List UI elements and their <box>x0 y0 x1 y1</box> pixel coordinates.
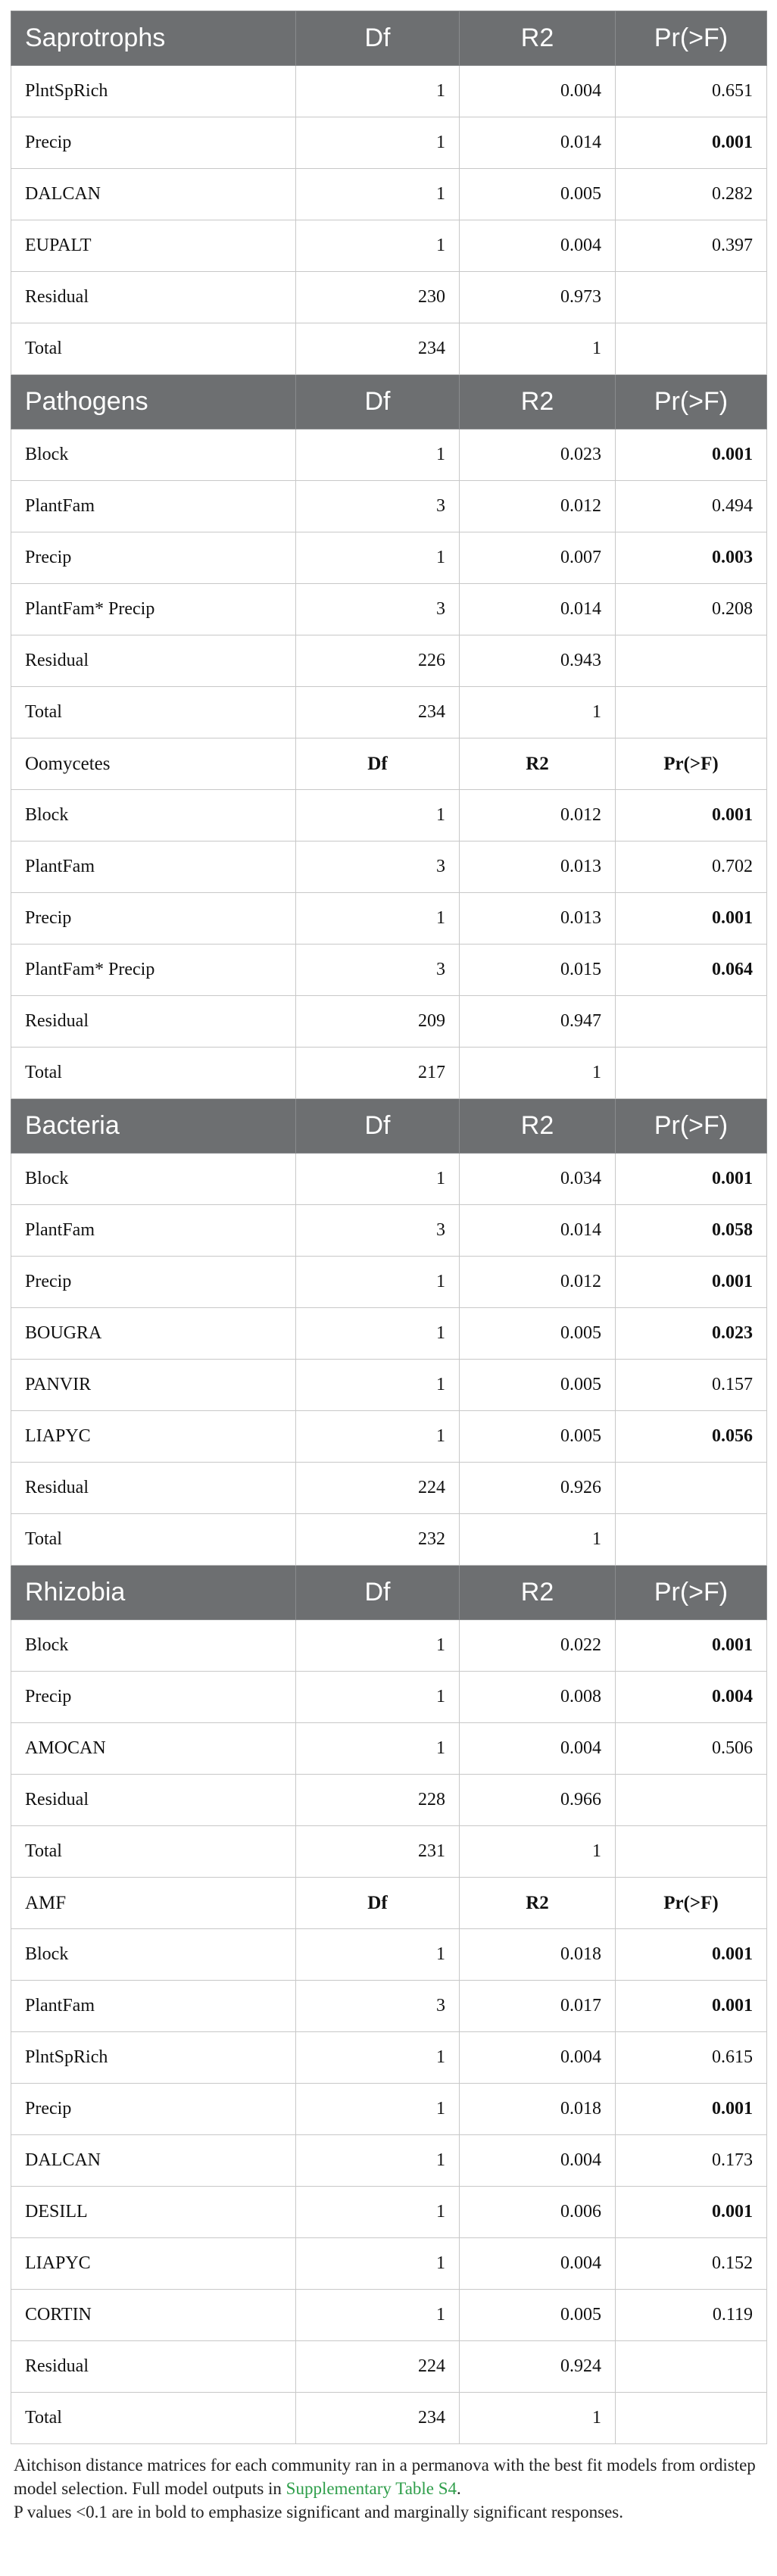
df-cell: 1 <box>296 117 460 169</box>
table-row <box>11 687 767 738</box>
term-cell: Total <box>11 2393 296 2444</box>
r2-cell: 0.034 <box>460 1154 616 1205</box>
term-cell: Block <box>11 1154 296 1205</box>
term-cell: LIAPYC <box>11 1411 296 1463</box>
table-body <box>11 11 767 2444</box>
column-header: Pr(>F) <box>616 1566 767 1620</box>
r2-cell: 0.013 <box>460 841 616 893</box>
term-cell: PlantFam <box>11 841 296 893</box>
table-row <box>11 1514 767 1566</box>
df-cell: 224 <box>296 1463 460 1514</box>
df-cell: 234 <box>296 2393 460 2444</box>
pvalue-cell: 0.023 <box>616 1308 767 1360</box>
pvalue-cell <box>616 272 767 323</box>
term-cell: Residual <box>11 2341 296 2393</box>
table-row <box>11 2187 767 2238</box>
term-cell: Block <box>11 790 296 841</box>
r2-cell: 0.014 <box>460 584 616 635</box>
term-cell: Residual <box>11 272 296 323</box>
table-row <box>11 1929 767 1981</box>
column-header: Df <box>296 1099 460 1154</box>
table-footnote <box>11 2453 766 2524</box>
column-header: R2 <box>460 1878 616 1929</box>
df-cell: 1 <box>296 2290 460 2341</box>
df-cell: 1 <box>296 1620 460 1672</box>
table-row <box>11 1826 767 1878</box>
r2-cell: 0.005 <box>460 1411 616 1463</box>
table-row <box>11 1723 767 1775</box>
column-header: Df <box>296 1878 460 1929</box>
permanova-results-table <box>11 11 767 2444</box>
df-cell: 3 <box>296 945 460 996</box>
term-cell: Precip <box>11 532 296 584</box>
table-row <box>11 790 767 841</box>
pvalue-cell: 0.152 <box>616 2238 767 2290</box>
term-cell: DALCAN <box>11 169 296 220</box>
pvalue-cell: 0.001 <box>616 2187 767 2238</box>
section-title: Bacteria <box>11 1099 296 1154</box>
table-row <box>11 1048 767 1099</box>
table-row <box>11 532 767 584</box>
supplementary-table-link[interactable]: Supplementary Table S4 <box>286 2479 457 2498</box>
r2-cell: 0.008 <box>460 1672 616 1723</box>
term-cell: Block <box>11 429 296 481</box>
pvalue-cell: 0.001 <box>616 1154 767 1205</box>
footnote-pvalue-note: P values <0.1 are in bold to emphasize significant and marginally significant responses. <box>14 2503 624 2521</box>
table-row <box>11 841 767 893</box>
term-cell: Residual <box>11 1775 296 1826</box>
section-header-row <box>11 1099 767 1154</box>
r2-cell: 0.023 <box>460 429 616 481</box>
pvalue-cell: 0.282 <box>616 169 767 220</box>
df-cell: 3 <box>296 481 460 532</box>
r2-cell: 0.924 <box>460 2341 616 2393</box>
r2-cell: 0.018 <box>460 2084 616 2135</box>
pvalue-cell <box>616 1463 767 1514</box>
column-header: Pr(>F) <box>616 1878 767 1929</box>
df-cell: 1 <box>296 2135 460 2187</box>
term-cell: DALCAN <box>11 2135 296 2187</box>
section-header-row <box>11 1878 767 1929</box>
r2-cell: 0.012 <box>460 481 616 532</box>
r2-cell: 1 <box>460 1826 616 1878</box>
column-header: Pr(>F) <box>616 1099 767 1154</box>
section-header-row <box>11 375 767 429</box>
r2-cell: 0.013 <box>460 893 616 945</box>
term-cell: Residual <box>11 996 296 1048</box>
pvalue-cell: 0.615 <box>616 2032 767 2084</box>
term-cell: Residual <box>11 635 296 687</box>
term-cell: LIAPYC <box>11 2238 296 2290</box>
term-cell: Precip <box>11 1672 296 1723</box>
pvalue-cell: 0.208 <box>616 584 767 635</box>
pvalue-cell <box>616 1514 767 1566</box>
df-cell: 224 <box>296 2341 460 2393</box>
pvalue-cell: 0.064 <box>616 945 767 996</box>
column-header: R2 <box>460 11 616 66</box>
r2-cell: 0.966 <box>460 1775 616 1826</box>
table-row <box>11 1257 767 1308</box>
term-cell: CORTIN <box>11 2290 296 2341</box>
r2-cell: 0.004 <box>460 2238 616 2290</box>
r2-cell: 0.007 <box>460 532 616 584</box>
table-row <box>11 2393 767 2444</box>
pvalue-cell <box>616 2393 767 2444</box>
df-cell: 1 <box>296 893 460 945</box>
column-header: Df <box>296 11 460 66</box>
pvalue-cell <box>616 996 767 1048</box>
table-row <box>11 220 767 272</box>
table-row <box>11 1154 767 1205</box>
column-header: R2 <box>460 375 616 429</box>
pvalue-cell: 0.001 <box>616 790 767 841</box>
term-cell: Block <box>11 1620 296 1672</box>
df-cell: 3 <box>296 841 460 893</box>
r2-cell: 0.004 <box>460 220 616 272</box>
table-row <box>11 66 767 117</box>
column-header: Df <box>296 738 460 790</box>
term-cell: PlntSpRich <box>11 2032 296 2084</box>
r2-cell: 1 <box>460 1048 616 1099</box>
df-cell: 1 <box>296 1308 460 1360</box>
pvalue-cell: 0.003 <box>616 532 767 584</box>
term-cell: BOUGRA <box>11 1308 296 1360</box>
pvalue-cell: 0.702 <box>616 841 767 893</box>
table-row <box>11 945 767 996</box>
table-row <box>11 2290 767 2341</box>
table-row <box>11 1775 767 1826</box>
r2-cell: 0.014 <box>460 117 616 169</box>
table-row <box>11 1463 767 1514</box>
term-cell: PlntSpRich <box>11 66 296 117</box>
r2-cell: 0.017 <box>460 1981 616 2032</box>
df-cell: 234 <box>296 323 460 375</box>
df-cell: 1 <box>296 1360 460 1411</box>
pvalue-cell <box>616 1826 767 1878</box>
df-cell: 1 <box>296 429 460 481</box>
df-cell: 1 <box>296 2032 460 2084</box>
term-cell: Precip <box>11 893 296 945</box>
column-header: Df <box>296 1566 460 1620</box>
r2-cell: 0.926 <box>460 1463 616 1514</box>
term-cell: Precip <box>11 2084 296 2135</box>
df-cell: 231 <box>296 1826 460 1878</box>
r2-cell: 0.973 <box>460 272 616 323</box>
footnote-text: Aitchison distance matrices for each community ran in a permanova with the best fit models from ordistep model selection. Full model outputs in <box>14 2456 756 2498</box>
r2-cell: 0.943 <box>460 635 616 687</box>
pvalue-cell <box>616 1775 767 1826</box>
df-cell: 3 <box>296 584 460 635</box>
r2-cell: 0.012 <box>460 790 616 841</box>
r2-cell: 0.005 <box>460 2290 616 2341</box>
term-cell: Total <box>11 1514 296 1566</box>
table-row <box>11 117 767 169</box>
table-row <box>11 1672 767 1723</box>
df-cell: 226 <box>296 635 460 687</box>
r2-cell: 1 <box>460 2393 616 2444</box>
table-row <box>11 2032 767 2084</box>
r2-cell: 0.015 <box>460 945 616 996</box>
term-cell: Block <box>11 1929 296 1981</box>
term-cell: Precip <box>11 1257 296 1308</box>
term-cell: Residual <box>11 1463 296 1514</box>
pvalue-cell: 0.001 <box>616 429 767 481</box>
pvalue-cell: 0.506 <box>616 1723 767 1775</box>
pvalue-cell: 0.157 <box>616 1360 767 1411</box>
pvalue-cell: 0.001 <box>616 2084 767 2135</box>
r2-cell: 0.005 <box>460 1308 616 1360</box>
pvalue-cell: 0.058 <box>616 1205 767 1257</box>
df-cell: 1 <box>296 532 460 584</box>
pvalue-cell: 0.001 <box>616 1981 767 2032</box>
r2-cell: 1 <box>460 323 616 375</box>
term-cell: AMOCAN <box>11 1723 296 1775</box>
term-cell: PlantFam* Precip <box>11 584 296 635</box>
column-header: Df <box>296 375 460 429</box>
df-cell: 1 <box>296 1672 460 1723</box>
df-cell: 1 <box>296 2187 460 2238</box>
results-table-container <box>11 11 766 2524</box>
pvalue-cell: 0.004 <box>616 1672 767 1723</box>
term-cell: EUPALT <box>11 220 296 272</box>
r2-cell: 0.004 <box>460 2135 616 2187</box>
pvalue-cell <box>616 1048 767 1099</box>
pvalue-cell <box>616 687 767 738</box>
table-row <box>11 893 767 945</box>
pvalue-cell <box>616 635 767 687</box>
term-cell: DESILL <box>11 2187 296 2238</box>
pvalue-cell <box>616 323 767 375</box>
table-row <box>11 2135 767 2187</box>
r2-cell: 1 <box>460 687 616 738</box>
table-row <box>11 1620 767 1672</box>
df-cell: 228 <box>296 1775 460 1826</box>
term-cell: PlantFam <box>11 1981 296 2032</box>
df-cell: 217 <box>296 1048 460 1099</box>
r2-cell: 1 <box>460 1514 616 1566</box>
column-header: Pr(>F) <box>616 738 767 790</box>
table-row <box>11 635 767 687</box>
section-title: Pathogens <box>11 375 296 429</box>
term-cell: PANVIR <box>11 1360 296 1411</box>
table-row <box>11 1205 767 1257</box>
table-row <box>11 1411 767 1463</box>
table-row <box>11 584 767 635</box>
pvalue-cell: 0.001 <box>616 1620 767 1672</box>
table-row <box>11 323 767 375</box>
column-header: Pr(>F) <box>616 375 767 429</box>
df-cell: 1 <box>296 2084 460 2135</box>
pvalue-cell: 0.397 <box>616 220 767 272</box>
section-title: Oomycetes <box>11 738 296 790</box>
pvalue-cell: 0.494 <box>616 481 767 532</box>
term-cell: PlantFam <box>11 481 296 532</box>
section-header-row <box>11 11 767 66</box>
term-cell: Total <box>11 1048 296 1099</box>
table-row <box>11 481 767 532</box>
df-cell: 234 <box>296 687 460 738</box>
df-cell: 209 <box>296 996 460 1048</box>
r2-cell: 0.014 <box>460 1205 616 1257</box>
term-cell: Total <box>11 1826 296 1878</box>
table-row <box>11 169 767 220</box>
table-row <box>11 996 767 1048</box>
r2-cell: 0.018 <box>460 1929 616 1981</box>
footnote-text-end: . <box>457 2479 461 2498</box>
section-header-row <box>11 1566 767 1620</box>
df-cell: 1 <box>296 220 460 272</box>
pvalue-cell: 0.001 <box>616 893 767 945</box>
r2-cell: 0.006 <box>460 2187 616 2238</box>
df-cell: 3 <box>296 1981 460 2032</box>
pvalue-cell: 0.001 <box>616 1257 767 1308</box>
r2-cell: 0.022 <box>460 1620 616 1672</box>
r2-cell: 0.004 <box>460 66 616 117</box>
r2-cell: 0.947 <box>460 996 616 1048</box>
term-cell: PlantFam* Precip <box>11 945 296 996</box>
table-row <box>11 272 767 323</box>
table-row <box>11 1308 767 1360</box>
pvalue-cell: 0.001 <box>616 117 767 169</box>
r2-cell: 0.004 <box>460 1723 616 1775</box>
pvalue-cell: 0.056 <box>616 1411 767 1463</box>
section-title: Saprotrophs <box>11 11 296 66</box>
r2-cell: 0.005 <box>460 169 616 220</box>
column-header: R2 <box>460 738 616 790</box>
r2-cell: 0.004 <box>460 2032 616 2084</box>
df-cell: 1 <box>296 1257 460 1308</box>
pvalue-cell: 0.119 <box>616 2290 767 2341</box>
df-cell: 1 <box>296 790 460 841</box>
term-cell: PlantFam <box>11 1205 296 1257</box>
df-cell: 3 <box>296 1205 460 1257</box>
section-title: AMF <box>11 1878 296 1929</box>
column-header: Pr(>F) <box>616 11 767 66</box>
df-cell: 1 <box>296 169 460 220</box>
term-cell: Total <box>11 687 296 738</box>
table-row <box>11 429 767 481</box>
r2-cell: 0.012 <box>460 1257 616 1308</box>
r2-cell: 0.005 <box>460 1360 616 1411</box>
table-row <box>11 2084 767 2135</box>
df-cell: 1 <box>296 1929 460 1981</box>
table-row <box>11 1360 767 1411</box>
df-cell: 1 <box>296 1411 460 1463</box>
column-header: R2 <box>460 1566 616 1620</box>
df-cell: 1 <box>296 66 460 117</box>
table-row <box>11 2341 767 2393</box>
df-cell: 232 <box>296 1514 460 1566</box>
column-header: R2 <box>460 1099 616 1154</box>
df-cell: 1 <box>296 2238 460 2290</box>
section-header-row <box>11 738 767 790</box>
pvalue-cell: 0.001 <box>616 1929 767 1981</box>
table-row <box>11 1981 767 2032</box>
table-row <box>11 2238 767 2290</box>
df-cell: 1 <box>296 1723 460 1775</box>
pvalue-cell: 0.651 <box>616 66 767 117</box>
pvalue-cell: 0.173 <box>616 2135 767 2187</box>
df-cell: 1 <box>296 1154 460 1205</box>
term-cell: Precip <box>11 117 296 169</box>
term-cell: Total <box>11 323 296 375</box>
pvalue-cell <box>616 2341 767 2393</box>
df-cell: 230 <box>296 272 460 323</box>
section-title: Rhizobia <box>11 1566 296 1620</box>
